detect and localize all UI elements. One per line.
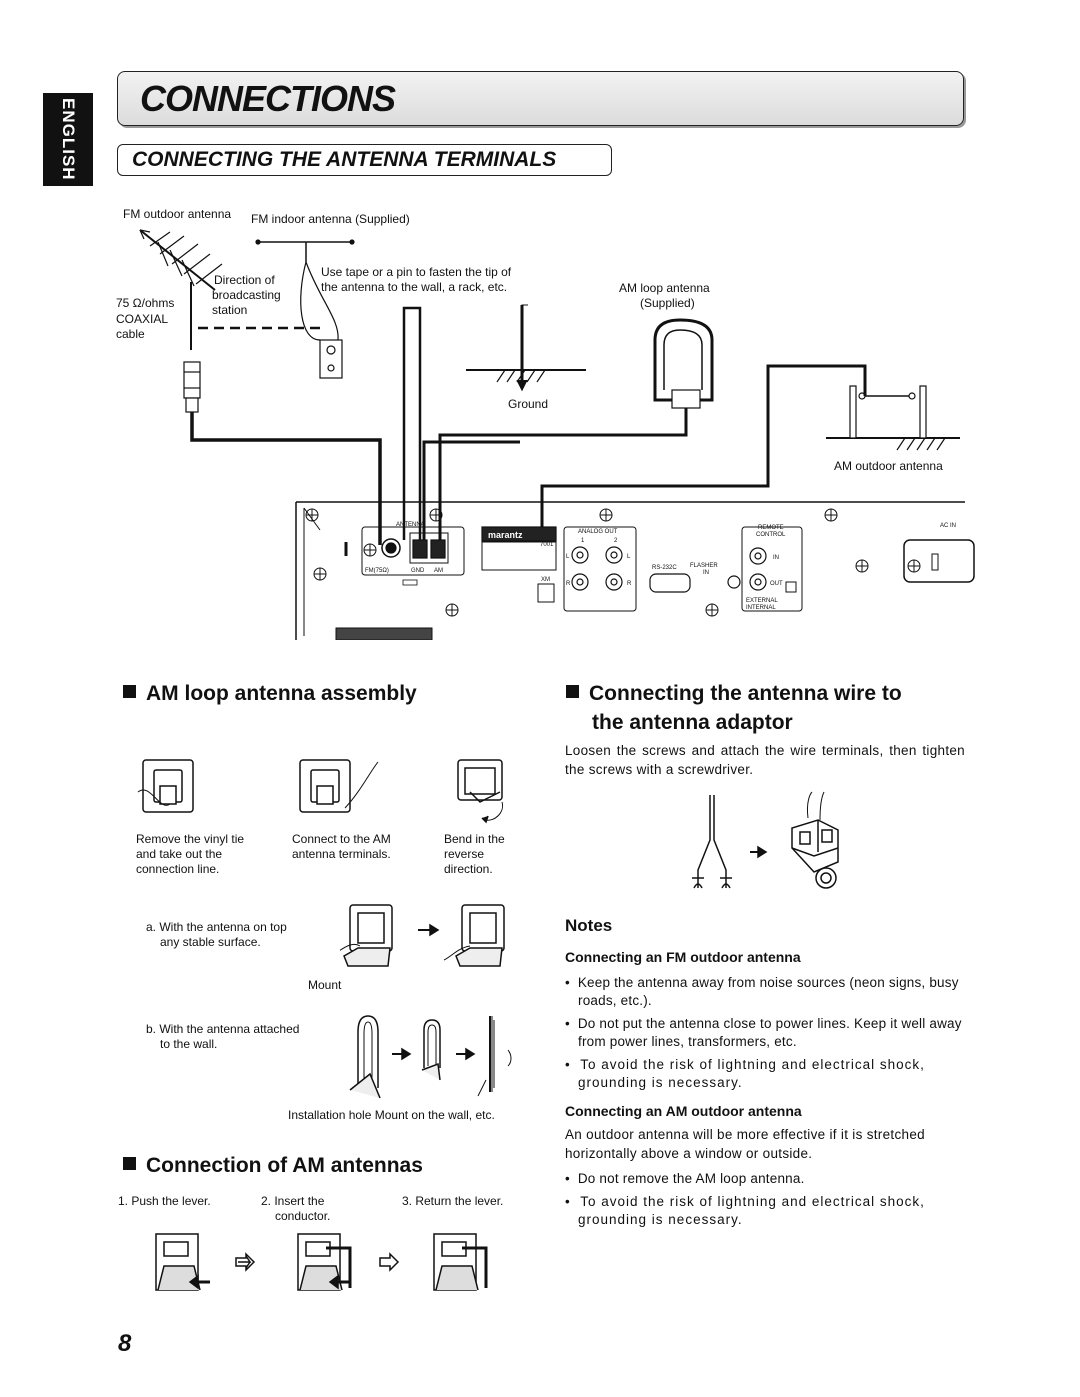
panel-ch2: 2 bbox=[614, 538, 618, 544]
install-caption: Installation hole Mount on the wall, etc. bbox=[288, 1108, 495, 1122]
panel-flasher-in: IN bbox=[703, 570, 709, 576]
assembly-step-1: Remove the vinyl tie and take out the connection line. bbox=[136, 832, 245, 876]
language-tab bbox=[43, 93, 93, 186]
am-notes-text: An outdoor antenna will be more effective if it is stretched horizontally above a window or outside. bbox=[565, 1127, 925, 1161]
connection-step-2: 2. Insert the conductor. bbox=[261, 1194, 331, 1223]
page-title-bar bbox=[117, 71, 964, 126]
panel-control: CONTROL bbox=[756, 532, 786, 538]
am-loop-assembly-steps-illustration bbox=[130, 752, 525, 832]
fm-note-1: • Keep the antenna away from noise sources (neon signs, busy roads, etc.). bbox=[565, 975, 959, 1008]
section-title: CONNECTING THE ANTENNA TERMINALS bbox=[132, 148, 557, 171]
panel-am: AM bbox=[434, 568, 443, 574]
option-b-illustration bbox=[340, 1010, 525, 1102]
option-b-caption: b. With the antenna attached to the wall. bbox=[146, 1022, 300, 1051]
panel-rs232: RS-232C bbox=[652, 565, 677, 571]
coax-label-1: 75 Ω/ohms bbox=[116, 296, 175, 310]
fm-notes-list bbox=[565, 974, 965, 1092]
direction-label-3: station bbox=[212, 303, 248, 317]
panel-internal: INTERNAL bbox=[746, 605, 776, 611]
antenna-adaptor-illustration bbox=[680, 790, 850, 900]
notes-heading: Notes bbox=[565, 916, 613, 935]
bullet-square-icon bbox=[123, 685, 136, 698]
direction-label-1: Direction of bbox=[214, 273, 275, 287]
am-loop-label-2: (Supplied) bbox=[640, 296, 695, 310]
panel-analog-out: ANALOG OUT bbox=[578, 529, 618, 535]
fm-note-3: • To avoid the risk of lightning and electrical shock, grounding is necessary. bbox=[565, 1057, 925, 1090]
connection-step-3: 3. Return the lever. bbox=[402, 1194, 504, 1208]
am-outdoor-label: AM outdoor antenna bbox=[834, 459, 943, 473]
panel-ch1: 1 bbox=[581, 538, 585, 544]
antenna-wire-text: Loosen the screws and attach the wire terminals, then tighten the screws with a screwdriver. bbox=[565, 743, 965, 777]
bullet-square-icon bbox=[123, 1157, 136, 1170]
fm-notes-heading: Connecting an FM outdoor antenna bbox=[565, 949, 801, 965]
fm-outdoor-label: FM outdoor antenna bbox=[123, 207, 232, 221]
panel-in: IN bbox=[773, 555, 779, 561]
ground-label: Ground bbox=[508, 397, 549, 411]
tape-note-2: the antenna to the wall, a rack, etc. bbox=[321, 280, 508, 294]
panel-l-right: L bbox=[627, 554, 631, 560]
assembly-step-3: Bend in the reverse direction. bbox=[444, 832, 505, 876]
page-number: 8 bbox=[118, 1330, 132, 1357]
fm-note-2: • Do not put the antenna close to power lines. Keep it well away from power lines, transformers, etc. bbox=[565, 1016, 962, 1049]
panel-r-left: R bbox=[566, 581, 571, 587]
panel-ac-in: AC IN bbox=[940, 523, 957, 529]
tape-note-1: Use tape or a pin to fasten the tip of bbox=[321, 265, 512, 279]
am-note-2: • To avoid the risk of lightning and electrical shock, grounding is necessary. bbox=[565, 1194, 925, 1227]
panel-fm: FM(75Ω) bbox=[365, 568, 389, 574]
panel-flasher: FLASHER bbox=[690, 563, 718, 569]
panel-l-left: L bbox=[566, 554, 570, 560]
option-a-illustration bbox=[340, 900, 520, 980]
panel-antenna: ANTENNA bbox=[396, 522, 425, 528]
coax-label-3: cable bbox=[116, 327, 145, 341]
panel-gnd: GND bbox=[411, 568, 425, 574]
antenna-wire-heading: Connecting the antenna wire to the antenna adaptor bbox=[566, 679, 966, 737]
am-notes-heading: Connecting an AM outdoor antenna bbox=[565, 1103, 802, 1119]
coax-label-2: COAXIAL bbox=[116, 312, 169, 326]
panel-remote: REMOTE bbox=[758, 525, 784, 531]
am-connection-steps-illustration bbox=[150, 1228, 500, 1294]
language-label: ENGLISH bbox=[59, 98, 78, 181]
mount-caption: Mount bbox=[308, 978, 342, 992]
assembly-step-2: Connect to the AM antenna terminals. bbox=[292, 832, 391, 861]
section-title-bar bbox=[117, 144, 612, 176]
fm-outdoor-antenna-icon bbox=[140, 230, 222, 350]
panel-external: EXTERNAL bbox=[746, 598, 778, 604]
panel-out: OUT bbox=[770, 581, 783, 587]
panel-brand: marantz bbox=[488, 530, 523, 540]
bullet-square-icon bbox=[566, 685, 579, 698]
am-loop-assembly-heading: AM loop antenna assembly bbox=[123, 679, 417, 708]
panel-xm: XM bbox=[541, 577, 550, 583]
page-title: CONNECTIONS bbox=[140, 78, 396, 119]
antenna-connection-diagram bbox=[0, 190, 1080, 640]
panel-r-right: R bbox=[627, 581, 632, 587]
connection-step-1: 1. Push the lever. bbox=[118, 1194, 211, 1208]
fm-indoor-label: FM indoor antenna (Supplied) bbox=[251, 212, 410, 226]
am-connection-heading: Connection of AM antennas bbox=[123, 1151, 423, 1180]
option-a-caption: a. With the antenna on top any stable surface. bbox=[146, 920, 287, 949]
am-loop-label-1: AM loop antenna bbox=[619, 281, 710, 295]
direction-label-2: broadcasting bbox=[212, 288, 281, 302]
am-notes-list bbox=[565, 1170, 965, 1229]
panel-model: 7001 bbox=[540, 542, 554, 548]
am-note-1: • Do not remove the AM loop antenna. bbox=[565, 1171, 805, 1186]
